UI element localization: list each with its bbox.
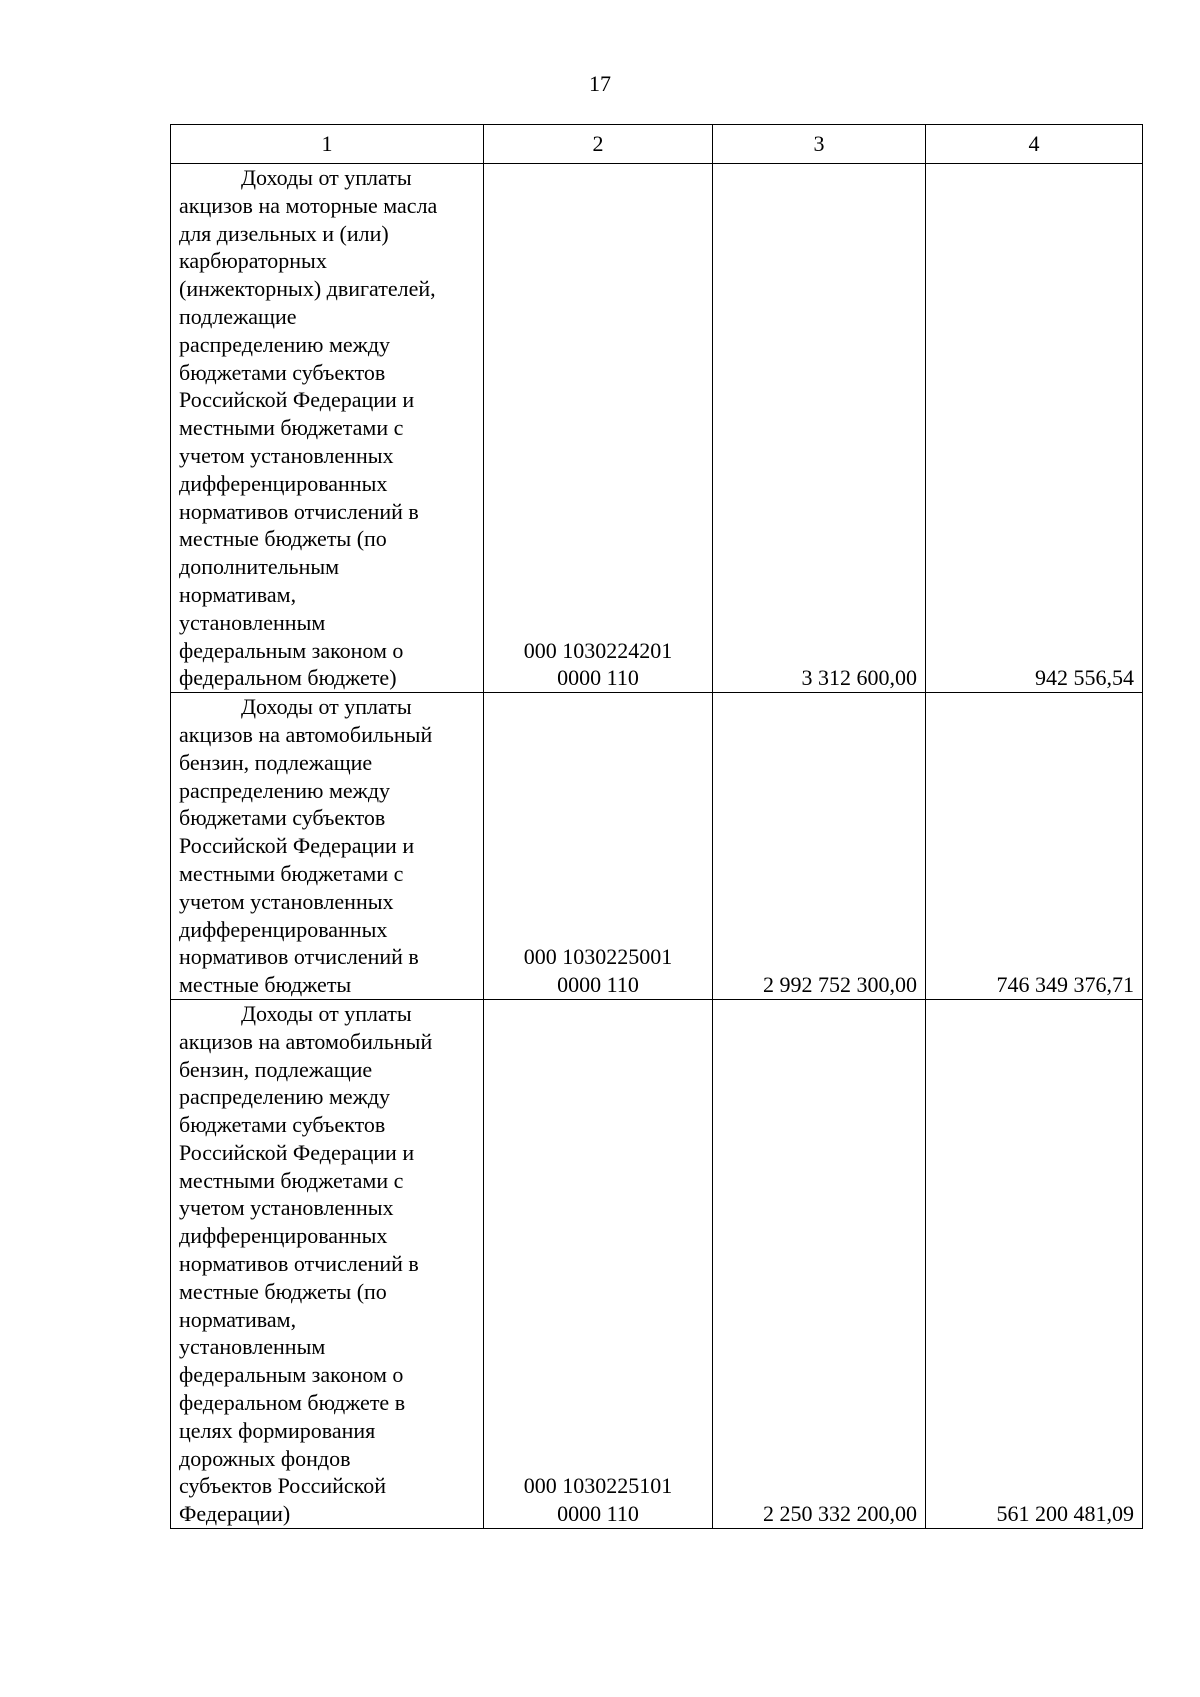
revenue-name-line: для дизельных и (или) [179, 220, 389, 246]
revenue-name-line: федеральном бюджете) [179, 665, 397, 691]
revenue-name-cell [171, 164, 484, 693]
revenue-name-line: нормативов отчислений в [179, 944, 419, 970]
revenue-name-line: Российской Федерации и [179, 387, 415, 413]
revenue-name-line: дифференцированных [179, 470, 388, 496]
plan-amount-cell: 2 250 332 200,00 [713, 999, 926, 1528]
revenue-name-line: акцизов на автомобильный [179, 1028, 433, 1054]
actual-amount-cell: 942 556,54 [926, 164, 1143, 693]
revenue-name-line: дорожных фондов [179, 1445, 351, 1471]
plan-amount-cell: 3 312 600,00 [713, 164, 926, 693]
revenue-name-line: бюджетами субъектов [179, 359, 386, 385]
revenue-name-line: бюджетами субъектов [179, 1112, 386, 1138]
table-row [171, 999, 1143, 1528]
revenue-name-line: учетом установленных [179, 442, 394, 468]
revenue-name-line: учетом установленных [179, 888, 394, 914]
revenue-name-line: нормативов отчислений в [179, 498, 419, 524]
revenue-name-line: нормативам, [179, 581, 297, 607]
revenue-name-line: федеральным законом о [179, 637, 404, 663]
page-number: 17 [589, 71, 611, 96]
revenue-name-line: акцизов на автомобильный [179, 721, 433, 747]
actual-amount-cell: 561 200 481,09 [926, 999, 1143, 1528]
revenue-name-line: дифференцированных [179, 1223, 388, 1249]
budget-code-line: 0000 110 [557, 972, 639, 998]
revenue-name-line: нормативов отчислений в [179, 1251, 419, 1277]
revenue-name-line: дифференцированных [179, 916, 388, 942]
revenue-name-line: местными бюджетами с [179, 1167, 404, 1193]
revenue-name-line: распределению между [179, 1084, 391, 1110]
revenue-name-line: местные бюджеты [179, 972, 352, 998]
revenue-name-cell [171, 999, 484, 1528]
revenue-name-line: распределению между [179, 331, 391, 357]
budget-code-cell [484, 164, 713, 693]
revenue-name-line: установленным [179, 1334, 326, 1360]
revenue-name-line: бензин, подлежащие [179, 1056, 373, 1082]
table-header [171, 125, 1143, 164]
revenue-name-line: Доходы от уплаты [241, 694, 412, 720]
revenue-table [170, 124, 1143, 1529]
revenue-name-line: Доходы от уплаты [241, 165, 412, 190]
revenue-name-line: целях формирования [179, 1417, 376, 1443]
budget-code-cell [484, 693, 713, 1000]
revenue-name-line: бензин, подлежащие [179, 749, 373, 775]
revenue-name-line: местными бюджетами с [179, 415, 404, 441]
revenue-name-line: местными бюджетами с [179, 860, 404, 886]
revenue-name-line: установленным [179, 609, 326, 635]
revenue-name-line: Российской Федерации и [179, 1139, 415, 1165]
column-header-1: 1 [171, 125, 484, 164]
budget-code-line: 000 1030225101 [523, 1473, 673, 1499]
column-header-2: 2 [484, 125, 713, 164]
budget-code-line: 000 1030224201 [523, 637, 673, 663]
revenue-name-line: акцизов на моторные масла [179, 192, 438, 218]
revenue-name-line: бюджетами субъектов [179, 805, 386, 831]
column-header-4: 4 [926, 125, 1143, 164]
actual-amount-cell: 746 349 376,71 [926, 693, 1143, 1000]
revenue-name-line: (инжекторных) двигателей, [179, 276, 436, 302]
revenue-name-line: федеральным законом о [179, 1362, 404, 1388]
revenue-name-line: местные бюджеты (по [179, 1278, 387, 1304]
budget-code-line: 0000 110 [557, 1501, 639, 1527]
revenue-name-line: дополнительным [179, 554, 340, 580]
revenue-name-line: подлежащие [179, 303, 297, 329]
table-row [171, 164, 1143, 693]
revenue-name-line: распределению между [179, 777, 391, 803]
revenue-name-line: Российской Федерации и [179, 833, 415, 859]
column-header-3: 3 [713, 125, 926, 164]
revenue-name-line: Федерации) [179, 1501, 291, 1527]
revenue-name-line: федеральном бюджете в [179, 1390, 406, 1416]
revenue-name-line: субъектов Российской [179, 1473, 387, 1499]
table-row [171, 693, 1143, 1000]
revenue-name-line: местные бюджеты (по [179, 526, 387, 552]
revenue-name-line: карбюраторных [179, 248, 327, 274]
revenue-name-line: Доходы от уплаты [241, 1000, 412, 1026]
budget-code-line: 0000 110 [557, 665, 639, 691]
plan-amount-cell: 2 992 752 300,00 [713, 693, 926, 1000]
budget-code-cell [484, 999, 713, 1528]
header-row [171, 125, 1143, 164]
table-body [171, 164, 1143, 1529]
revenue-name-line: нормативам, [179, 1306, 297, 1332]
budget-code-line: 000 1030225001 [523, 944, 673, 970]
revenue-name-cell [171, 693, 484, 1000]
revenue-name-line: учетом установленных [179, 1195, 394, 1221]
